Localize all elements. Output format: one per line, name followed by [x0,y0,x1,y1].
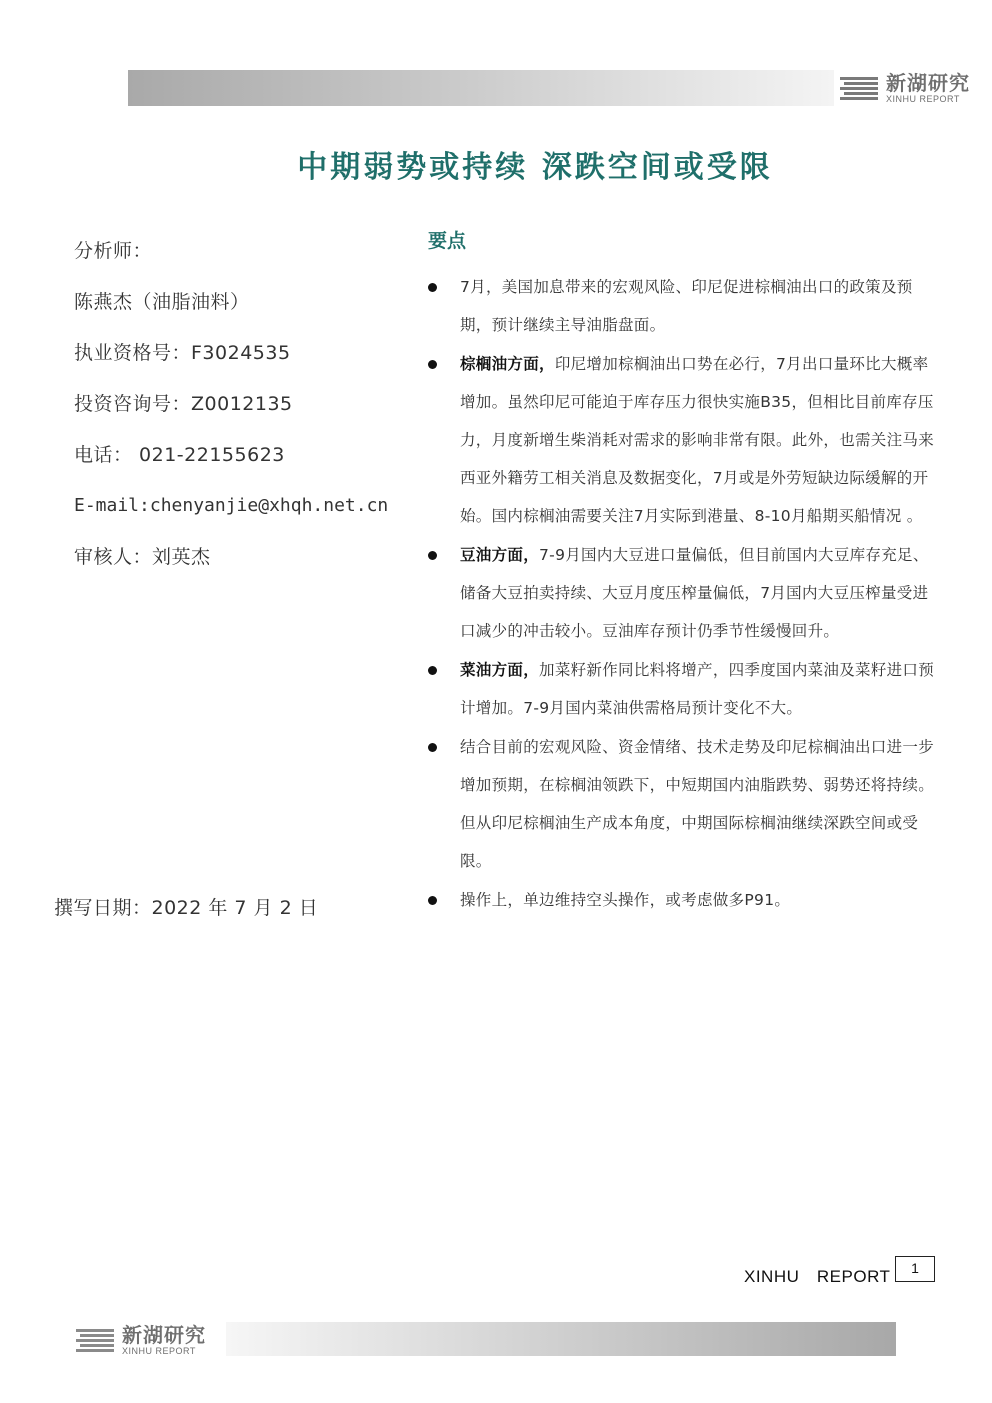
footer-bar [226,1322,896,1356]
header-bar [128,70,834,106]
analyst-label: 分析师： [74,240,153,262]
item-text: 加菜籽新作同比料将增产，四季度国内菜油及菜籽进口预计增加。7-9月国内菜油供需格局预计变化不大。 [460,661,935,717]
header-logo [838,70,990,106]
write-date: 撰写日期：2022 年 7 月 2 日 [54,897,319,919]
list-item [422,651,944,727]
list-item [422,268,944,344]
item-text: 结合目前的宏观风险、资金情绪、技术走势及印尼棕榈油出口进一步增加预期，在棕榈油领跌下，中短期国内油脂跌势、弱势还将持续。但从印尼棕榈油生产成本角度，中期国际棕榈油继续深跌空间或受限。 [460,738,935,870]
logo-en-text: XINHU REPORT [122,1345,196,1356]
xinhu-logo-icon [74,1326,118,1354]
logo-cn-text: 新湖研究 [886,70,970,95]
logo-cn-text: 新湖研究 [122,1322,206,1347]
xinhu-logo-icon [838,74,882,102]
item-text: 7-9月国内大豆进口量偏低，但目前国内大豆库存充足、储备大豆拍卖持续、大豆月度压榨量偏低，7月国内大豆压榨量受进口减少的冲击较小。豆油库存预计仍季节性缓慢回升。 [460,546,929,640]
key-points-heading: 要点 [428,230,467,252]
footer-report-label: XINHU REPORT [744,1267,891,1286]
item-text: 操作上，单边维持空头操作，或考虑做多P91。 [460,891,791,909]
item-text: 7月，美国加息带来的宏观风险、印尼促进棕榈油出口的政策及预期，预计继续主导油脂盘面。 [460,278,913,334]
item-lead: 豆油方面， [460,546,540,564]
email-address[interactable]: E-mail:chenyanjie@xhqh.net.cn [74,495,389,516]
item-lead: 棕榈油方面， [460,355,555,373]
list-item [422,881,944,919]
list-item [422,345,944,535]
list-item [422,728,944,880]
consult-number: 投资咨询号：Z0012135 [74,393,293,415]
item-lead: 菜油方面， [460,661,540,679]
logo-en-text: XINHU REPORT [886,93,960,104]
item-text: 印尼增加棕榈油出口势在必行，7月出口量环比大概率增加。虽然印尼可能迫于库存压力很快实施B35，但相比目前库存压力，月度新增生柴消耗对需求的影响非常有限。此外，也需关注马来西亚外籍劳工相关消息及数据变化，7月或是外劳短缺边际缓解的开始。国内棕榈油需要关注7月实际到港量、8-10月船期买船情况 。 [460,355,935,525]
reviewer: 审核人：刘英杰 [74,546,211,568]
key-points-list [422,268,944,920]
analyst-info [74,232,414,589]
analyst-name: 陈燕杰（油脂油料） [74,291,250,313]
license-number: 执业资格号：F3024535 [74,342,291,364]
page-number: 1 [895,1256,935,1282]
footer-logo [74,1322,224,1358]
list-item [422,536,944,650]
report-title: 中期弱势或持续 深跌空间或受限 [297,150,773,185]
phone-number: 电话： 021-22155623 [74,444,285,466]
